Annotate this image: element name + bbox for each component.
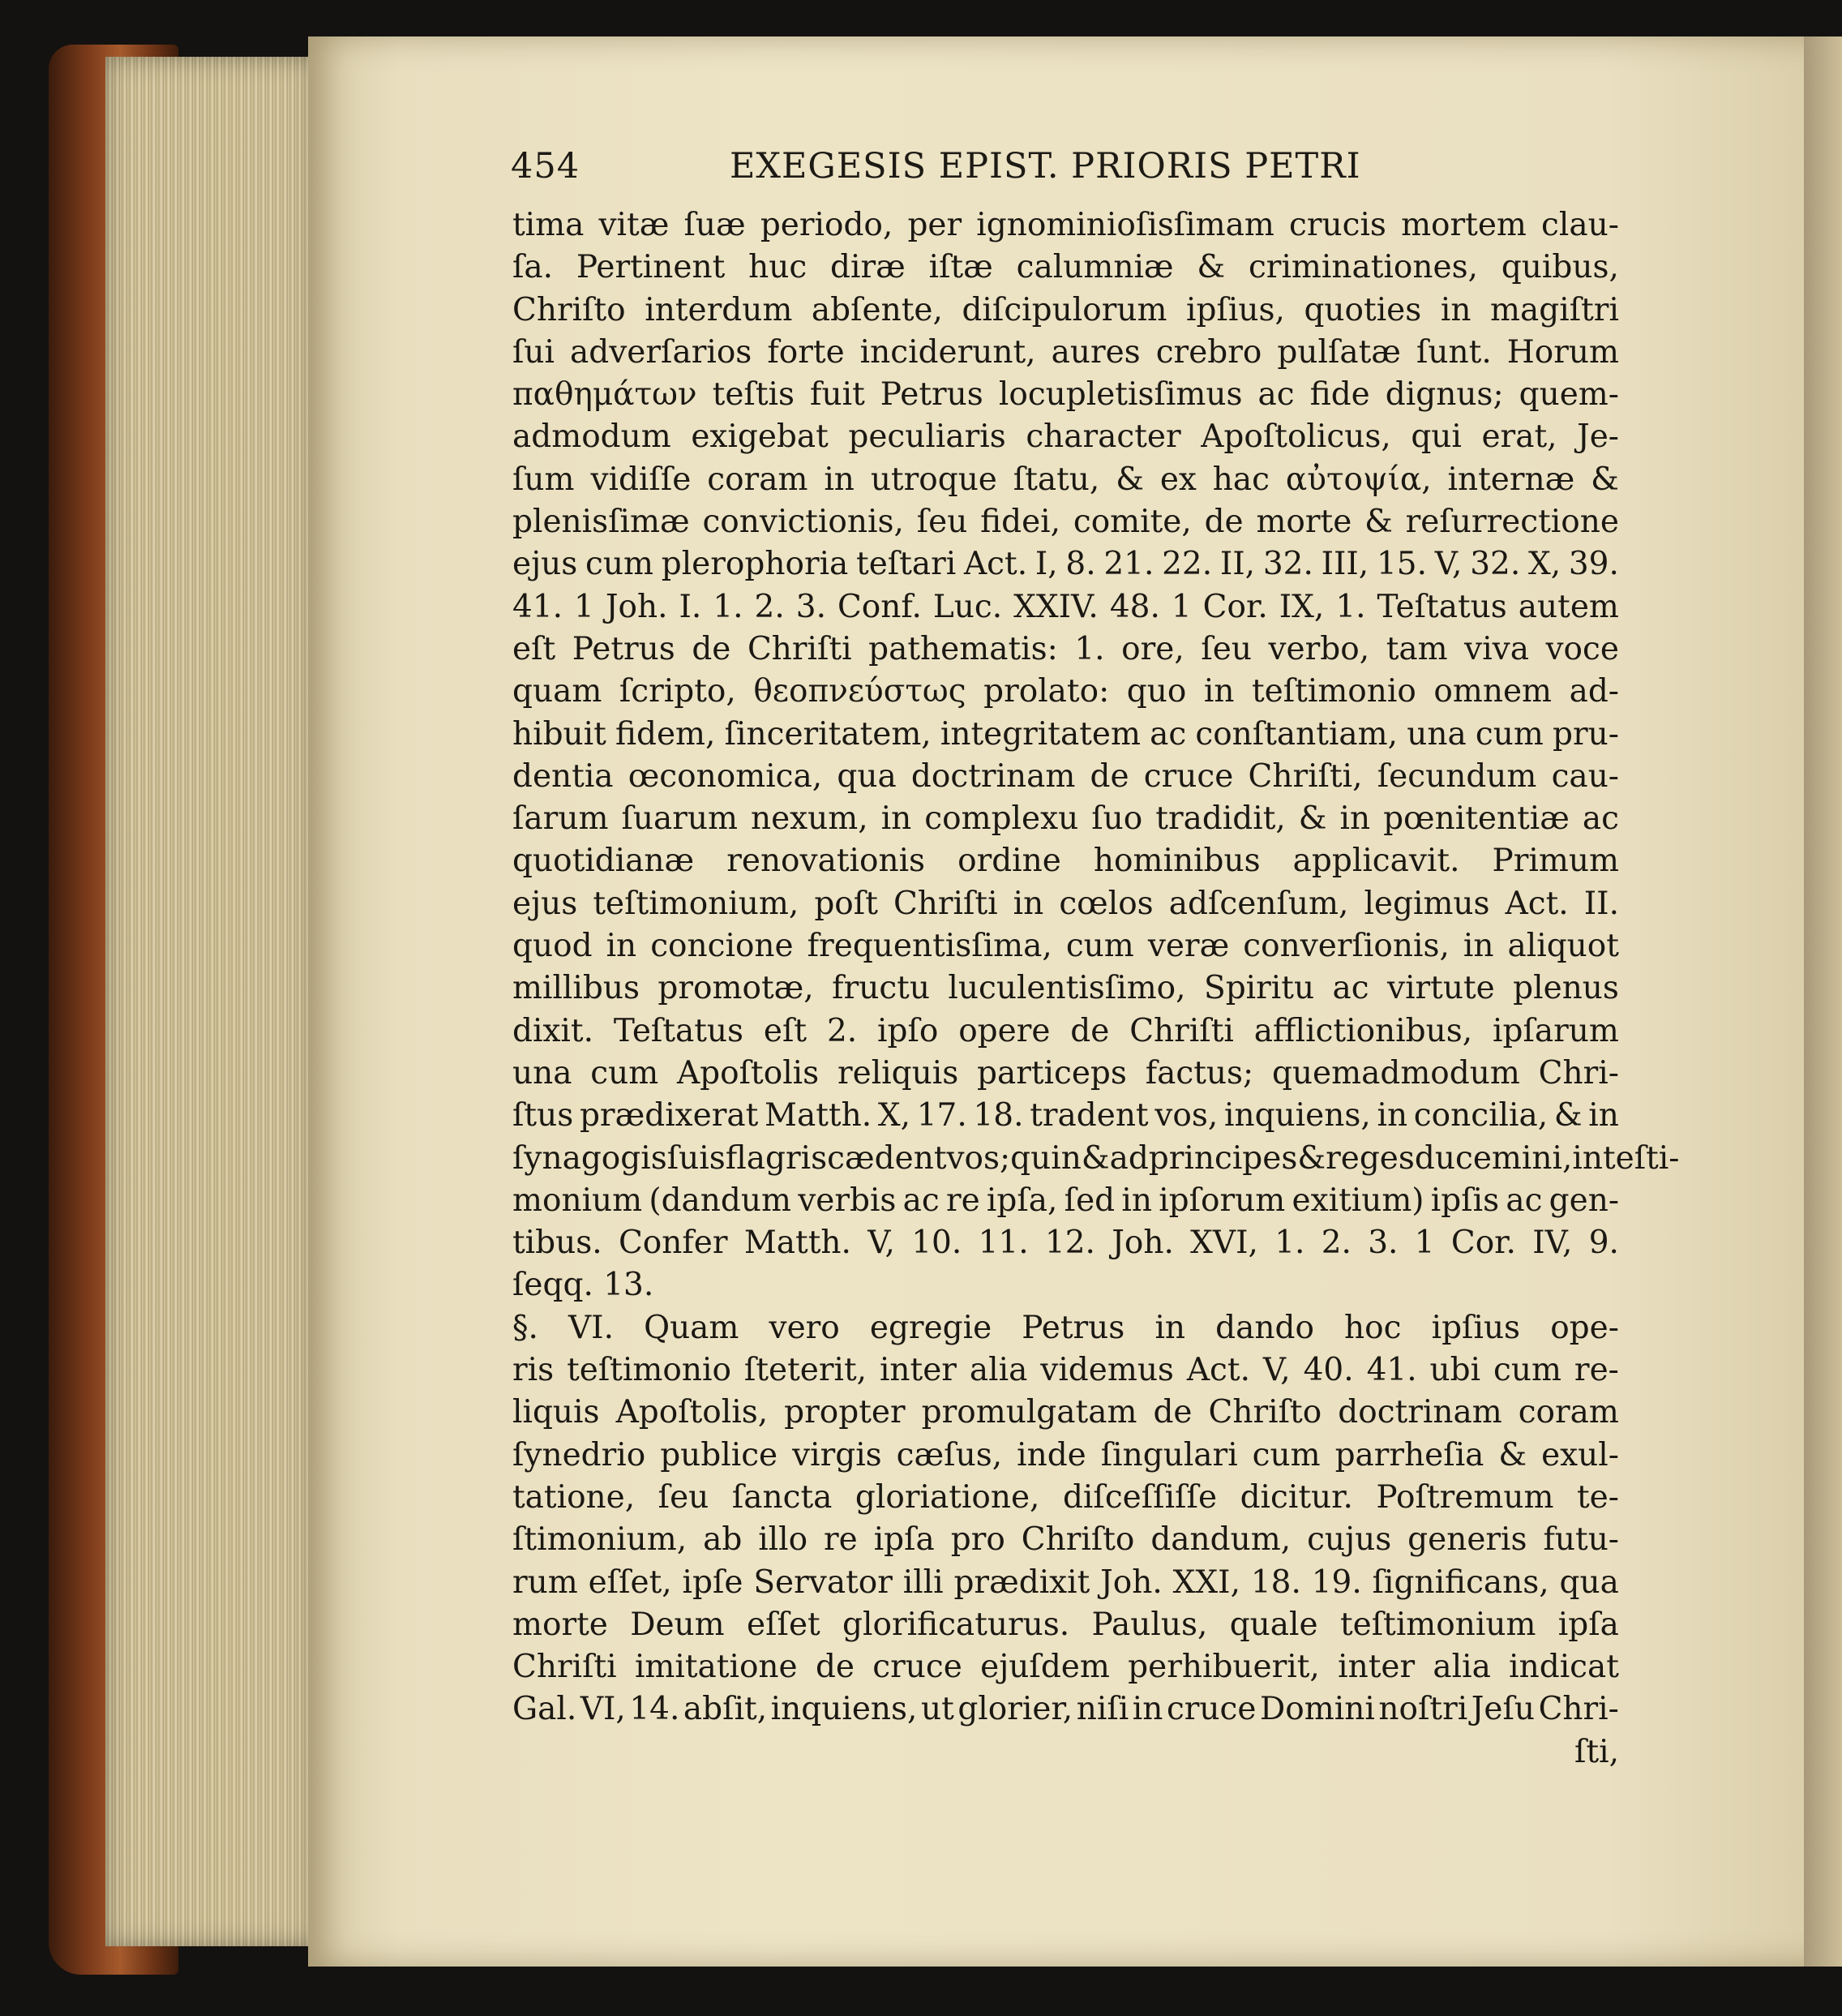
text-line: ris teſtimonio ſteterit, inter alia videmus Act. V, 40. 41. ubi cum re-: [512, 1352, 1619, 1389]
page-edges: [105, 57, 316, 1946]
text-line: millibus promotæ, fructu luculentisſimo, Spiritu ac virtute plenus: [512, 970, 1619, 1007]
text-line: §. VI. Quam vero egregie Petrus in dando hoc ipſius ope-: [512, 1309, 1619, 1346]
body-text: [512, 204, 1680, 1774]
text-line: ſum vidiſſe coram in utroque ſtatu, & ex hac αὐτοψία, internæ &: [512, 461, 1619, 498]
text-line: ſtus prædixerat Matth. X, 17. 18. tradent vos, inquiens, in concilia, & in: [512, 1097, 1619, 1135]
text-line: admodum exigebat peculiaris character Apoſtolicus, qui erat, Je-: [512, 418, 1619, 456]
text-line: παθημάτων teſtis fuit Petrus locupletisſimus ac fide dignus; quem-: [512, 376, 1619, 414]
text-line: ſa. Pertinent huc diræ iſtæ calumniæ & criminationes, quibus,: [512, 249, 1619, 286]
text-line: plenisſimæ convictionis, ſeu fidei, comite, de morte & reſurrectione: [512, 504, 1619, 541]
text-line: ſti,: [1574, 1733, 1619, 1770]
page-number: 454: [511, 146, 580, 187]
text-line: ſarum ſuarum nexum, in complexu ſuo tradidit, & in pœnitentiæ ac: [512, 800, 1619, 838]
facing-page-edge: [1804, 36, 1842, 1967]
text-line: Chriſto interdum abſente, diſcipulorum ipſius, quoties in magiſtri: [512, 291, 1619, 328]
text-line: Gal. VI, 14. abſit, inquiens, ut glorier, niſi in cruce Domini noſtri Jeſu Chri-: [512, 1691, 1619, 1728]
text-line: Chriſti imitatione de cruce ejuſdem perhibuerit, inter alia indicat: [512, 1649, 1619, 1686]
text-line: monium (dandum verbis ac re ipſa, ſed in ipſorum exitium) ipſis ac gen-: [512, 1182, 1619, 1219]
text-line: rum eſſet, ipſe Servator illi prædixit Joh. XXI, 18. 19. ſignificans, qua: [512, 1563, 1619, 1601]
text-line: morte Deum eſſet glorificaturus. Paulus, quale teſtimonium ipſa: [512, 1606, 1619, 1643]
text-line: quotidianæ renovationis ordine hominibus applicavit. Primum: [512, 843, 1619, 880]
text-line: hibuit fidem, ſinceritatem, integritatem ac conſtantiam, una cum pru-: [512, 715, 1619, 753]
text-line: 41. 1 Joh. I. 1. 2. 3. Conf. Luc. XXIV. 48. 1 Cor. IX, 1. Teſtatus autem: [512, 588, 1619, 625]
text-line: quam ſcripto, θεοπνεύστως prolato: quo in teſtimonio omnem ad-: [512, 673, 1619, 710]
text-line: ſynagogis ſuis flagris cædent vos; quin & ad principes & reges ducemini, in teſti-: [512, 1139, 1680, 1177]
text-line: ejus teſtimonium, poſt Chriſti in cœlos adſcenſum, legimus Act. II.: [512, 885, 1619, 922]
text-line: quod in concione frequentisſima, cum veræ converſionis, in aliquot: [512, 928, 1619, 965]
text-line: ſynedrio publice virgis cæſus, inde ſingulari cum parrheſia & exul-: [512, 1436, 1619, 1473]
text-line: tatione, ſeu ſancta gloriatione, diſceſſiſſe dicitur. Poſtremum te-: [512, 1478, 1619, 1516]
text-line: ejus cum plerophoria teſtari Act. I, 8. 21. 22. II, 32. III, 15. V, 32. X, 39.: [512, 546, 1619, 583]
text-line: liquis Apoſtolis, propter promulgatam de Chriſto doctrinam coram: [512, 1394, 1619, 1431]
text-line: tibus. Confer Matth. V, 10. 11. 12. Joh. XVI, 1. 2. 3. 1 Cor. IV, 9.: [512, 1225, 1619, 1262]
text-line: dixit. Teſtatus eſt 2. ipſo opere de Chriſti afflictionibus, ipſarum: [512, 1012, 1619, 1049]
text-line: tima vitæ ſuæ periodo, per ignominioſisſimam crucis mortem clau-: [512, 207, 1619, 243]
text-line: una cum Apoſtolis reliquis particeps factus; quemadmodum Chri-: [512, 1054, 1619, 1092]
text-line: ſeqq. 13.: [512, 1267, 654, 1304]
text-line: ſtimonium, ab illo re ipſa pro Chriſto dandum, cujus generis futu-: [512, 1521, 1619, 1559]
page-header: [511, 146, 1630, 203]
running-title: EXEGESIS EPIST. PRIORIS PETRI: [730, 146, 1361, 187]
text-line: ſui adverſarios forte inciderunt, aures crebro pulſatæ ſunt. Horum: [512, 333, 1619, 371]
text-line: dentia œconomica, qua doctrinam de cruce Chriſti, ſecundum cau-: [512, 757, 1619, 795]
text-line: eſt Petrus de Chriſti pathematis: 1. ore, ſeu verbo, tam viva voce: [512, 630, 1619, 667]
